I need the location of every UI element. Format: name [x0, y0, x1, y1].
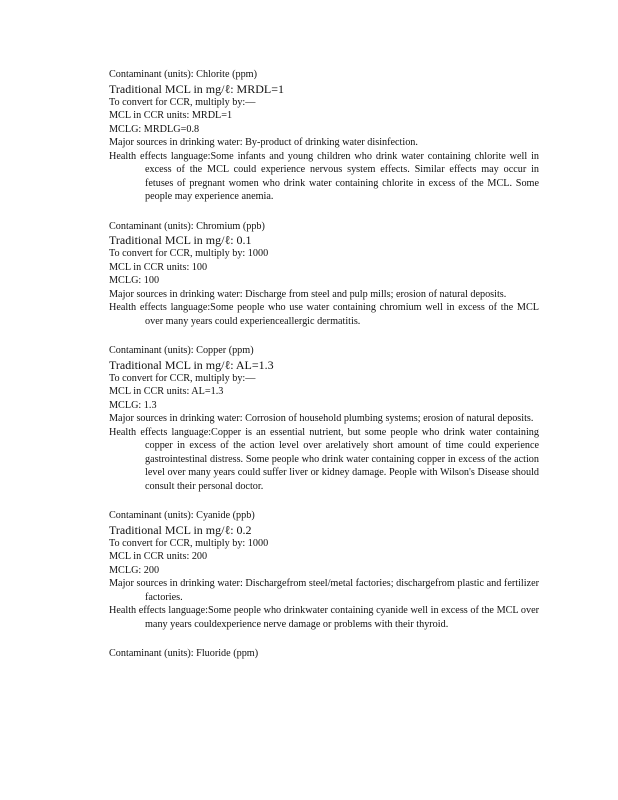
mcl-ccr-units: MCL in CCR units: AL=1.3: [109, 386, 224, 397]
contaminant-heading: Contaminant (units): Copper (ppm): [109, 345, 254, 356]
traditional-mcl: Traditional MCL in mg/ℓ: AL=1.3: [109, 357, 274, 372]
contaminant-entry-chromium: [109, 220, 539, 329]
contaminant-heading: Contaminant (units): Chromium (ppb): [109, 220, 265, 232]
contaminant-entry-chlorite: [109, 68, 539, 204]
major-sources: Major sources in drinking water: By-product of drinking water disinfection.: [109, 137, 418, 148]
convert-factor: To convert for CCR, multiply by: 1000: [109, 537, 269, 549]
contaminant-entry-fluoride: [109, 647, 539, 661]
traditional-mcl: Traditional MCL in mg/ℓ: MRDL=1: [109, 81, 284, 96]
mcl-ccr-units: MCL in CCR units: MRDL=1: [109, 110, 233, 121]
health-effects: Health effects language:Some people who use water containing chromium well in excess of the MCL over many years could experienceallergic dermatitis.: [109, 302, 539, 327]
mclg: MCLG: 100: [109, 275, 160, 286]
health-effects: Health effects language:Some infants and young children who drink water containing chlorite well in excess of the MCL could experience nervous system effects. Similar effects may occur in fetuses of pregnant women who drink water containing chlorite in excess of the MCL. Some people may experience anemia.: [109, 150, 539, 202]
mcl-ccr-units: MCL in CCR units: 200: [109, 551, 208, 562]
mclg: MCLG: MRDLG=0.8: [109, 123, 200, 135]
mclg: MCLG: 200: [109, 564, 160, 576]
contaminant-entry-copper: [109, 344, 539, 493]
health-effects: Health effects language:Some people who drinkwater containing cyanide well in excess of the MCL over many years couldexperience nerve damage or problems with their thyroid.: [109, 605, 539, 630]
convert-factor: To convert for CCR, multiply by:—: [109, 96, 256, 108]
contaminant-heading: Contaminant (units): Fluoride (ppm): [109, 648, 259, 659]
mcl-ccr-units: MCL in CCR units: 100: [109, 261, 208, 273]
contaminant-entry-cyanide: [109, 509, 539, 631]
contaminant-heading: Contaminant (units): Chlorite (ppm): [109, 69, 257, 80]
document-page: [109, 68, 539, 677]
traditional-mcl: Traditional MCL in mg/ℓ: 0.1: [109, 233, 252, 247]
convert-factor: To convert for CCR, multiply by: 1000: [109, 248, 269, 259]
contaminant-heading: Contaminant (units): Cyanide (ppb): [109, 510, 255, 521]
mclg: MCLG: 1.3: [109, 399, 157, 411]
traditional-mcl: Traditional MCL in mg/ℓ: 0.2: [109, 522, 252, 537]
health-effects: Health effects language:Copper is an essential nutrient, but some people who drink water containing copper in excess of the action level over arelatively short amount of time could experience gastrointestinal distress. Some people who drink water containing copper in excess of the action level over many years could suffer liver or kidney damage. People with Wilson's Disease should consult their personal doctor.: [109, 426, 539, 492]
major-sources: Major sources in drinking water: Corrosion of household plumbing systems; erosion of natural deposits.: [109, 413, 534, 424]
major-sources: Major sources in drinking water: Dischargefrom steel/metal factories; dischargefrom plastic and fertilizer factories.: [109, 578, 539, 603]
major-sources: Major sources in drinking water: Discharge from steel and pulp mills; erosion of natural deposits.: [109, 288, 507, 300]
convert-factor: To convert for CCR, multiply by:—: [109, 372, 256, 384]
